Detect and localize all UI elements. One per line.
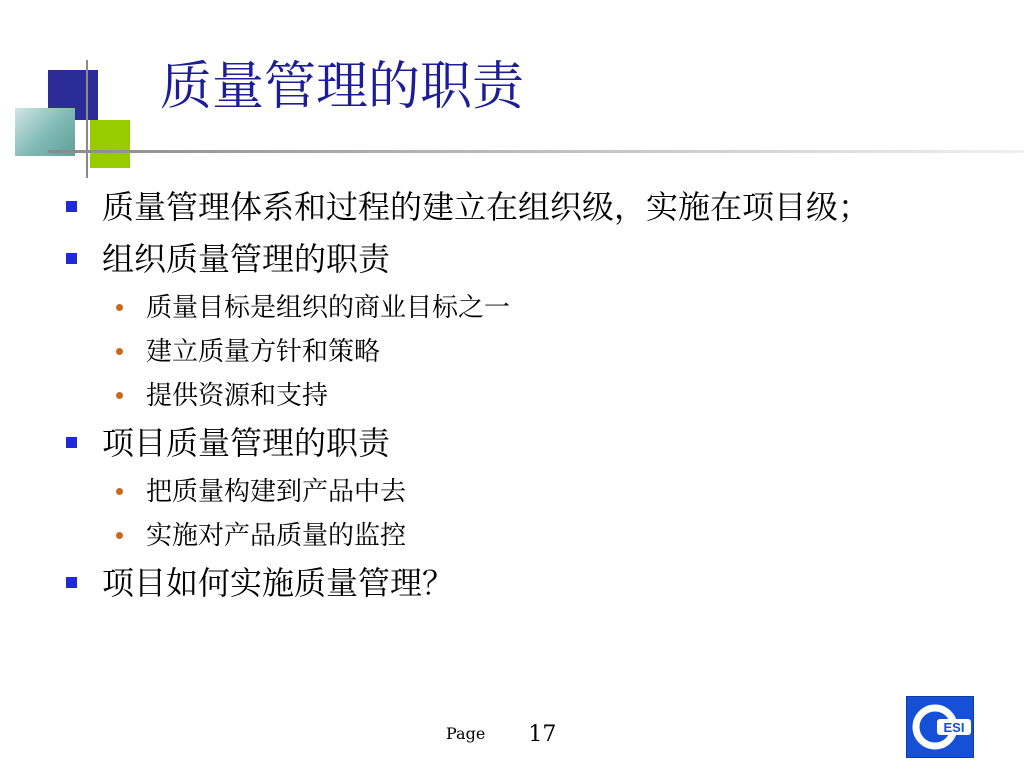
bullet-text: 项目质量管理的职责 <box>102 424 391 462</box>
page-number: 17 <box>528 722 557 747</box>
title-divider <box>48 150 1024 153</box>
deco-green-square <box>90 120 130 168</box>
bullet-item <box>60 186 960 228</box>
dot-bullet-icon <box>116 348 123 355</box>
logo-graphic <box>907 697 973 757</box>
sub-bullet-item <box>60 290 960 326</box>
deco-vertical-line <box>86 60 88 178</box>
sub-bullet-item <box>60 334 960 370</box>
dot-bullet-icon <box>116 392 123 399</box>
dot-bullet-icon <box>116 532 123 539</box>
sub-bullet-text: 提供资源和支持 <box>146 381 329 411</box>
cesi-logo-icon <box>906 696 974 758</box>
bullet-text: 项目如何实施质量管理？ <box>102 564 455 602</box>
square-bullet-icon <box>66 253 77 264</box>
dot-bullet-icon <box>116 488 123 495</box>
sub-bullet-item <box>60 474 960 510</box>
bullet-item <box>60 238 960 280</box>
sub-bullet-item <box>60 518 960 554</box>
bullet-list <box>60 186 960 614</box>
bullet-text: 质量管理体系和过程的建立在组织级，实施在项目级； <box>102 188 871 226</box>
bullet-item <box>60 562 960 604</box>
page-footer <box>446 722 556 747</box>
deco-teal-square <box>15 108 75 156</box>
dot-bullet-icon <box>116 304 123 311</box>
sub-bullet-text: 把质量构建到产品中去 <box>146 477 407 507</box>
square-bullet-icon <box>66 577 77 588</box>
square-bullet-icon <box>66 437 77 448</box>
corner-decoration <box>0 0 160 180</box>
sub-bullet-text: 实施对产品质量的监控 <box>146 521 407 551</box>
slide-title: 质量管理的职责 <box>160 57 525 117</box>
logo-text: ESI <box>943 720 965 735</box>
sub-bullet-text: 质量目标是组织的商业目标之一 <box>146 293 511 323</box>
square-bullet-icon <box>66 201 77 212</box>
sub-bullet-item <box>60 378 960 414</box>
bullet-item <box>60 422 960 464</box>
sub-bullet-text: 建立质量方针和策略 <box>146 337 381 367</box>
page-label: Page <box>446 724 486 743</box>
bullet-text: 组织质量管理的职责 <box>102 240 391 278</box>
